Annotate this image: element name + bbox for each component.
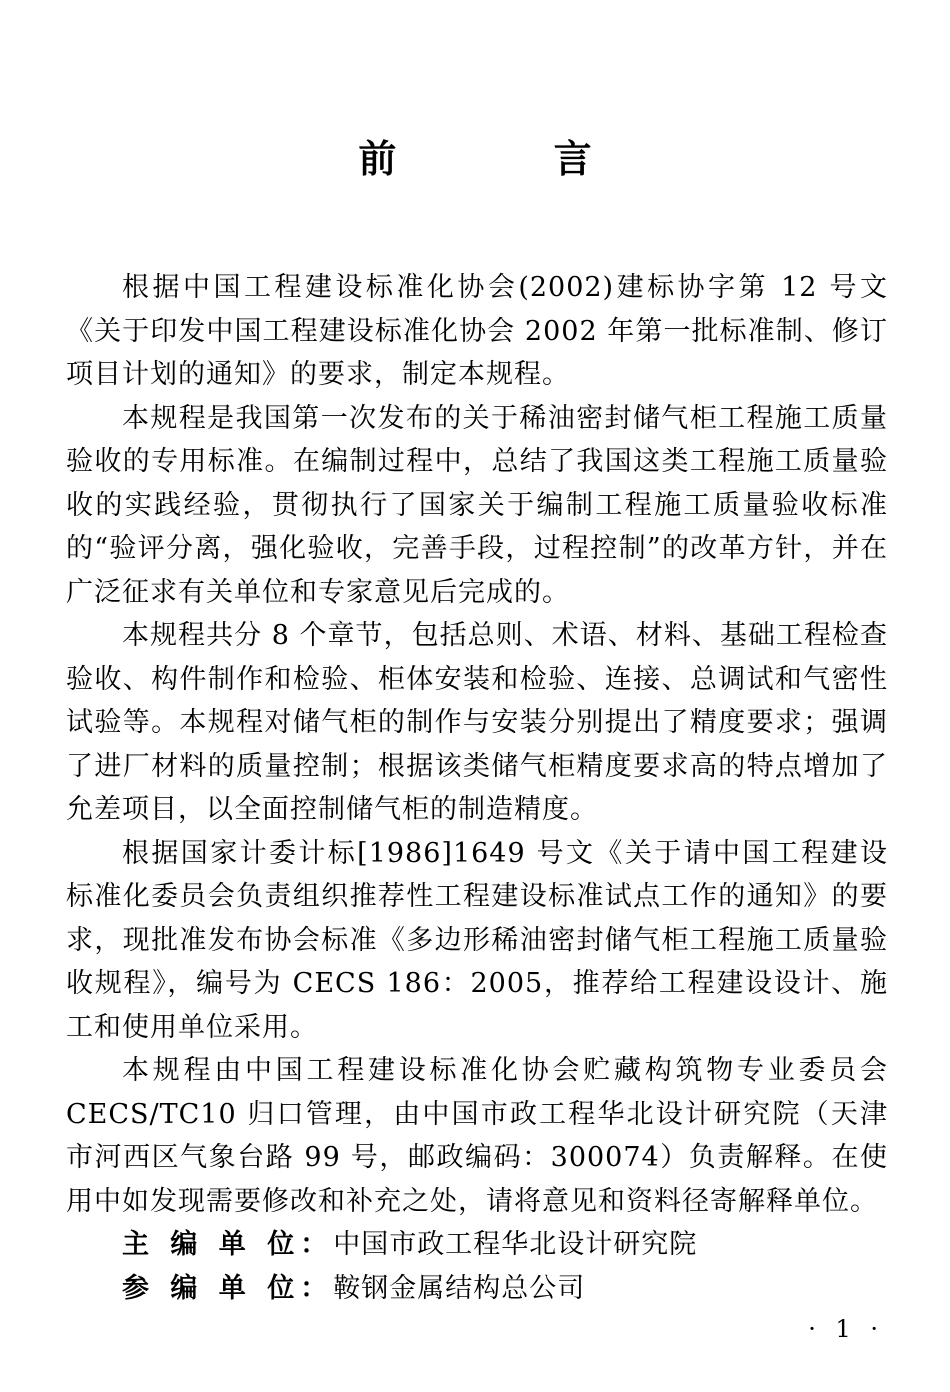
- preface-body: [66, 266, 888, 1223]
- chief-editor-value: 中国市政工程华北设计研究院: [333, 1229, 698, 1260]
- paragraph-3: 本规程共分 8 个章节，包括总则、术语、材料、基础工程检查验收、构件制作和检验、柜体安装和检验、连接、总调试和气密性试验等。本规程对储气柜的制作与安装分别提出了精度要求；强调了进厂材料的质量控制；根据该类储气柜精度要求高的特点增加了允差项目，以全面控制储气柜的制造精度。: [66, 620, 888, 825]
- paragraph-5: 本规程由中国工程建设标准化协会贮藏构筑物专业委员会 CECS/TC10 归口管理，由中国市政工程华北设计研究院（天津市河西区气象台路 99 号，邮政编码：300074）负责解释。在使用中如发现需要修改和补充之处，请将意见和资料径寄解释单位。: [66, 1055, 888, 1217]
- paragraph-2: 本规程是我国第一次发布的关于稀油密封储气柜工程施工质量验收的专用标准。在编制过程中，总结了我国这类工程施工质量验收的实践经验，贯彻执行了国家关于编制工程施工质量验收标准的“验评分离，强化验收，完善手段，过程控制”的改革方针，并在广泛征求有关单位和专家意见后完成的。: [66, 402, 888, 608]
- participant-label: 参 编 单 位：: [122, 1273, 334, 1304]
- participant-value: 鞍钢金属结构总公司: [333, 1273, 586, 1304]
- paragraph-1: 根据中国工程建设标准化协会(2002)建标协字第 12 号文《关于印发中国工程建设标准化协会 2002 年第一批标准制、修订项目计划的通知》的要求，制定本规程。: [66, 272, 888, 390]
- paragraph-4: 根据国家计委计标[1986]1649 号文《关于请中国工程建设标准化委员会负责组织推荐性工程建设标准试点工作的通知》的要求，现批准发布协会标准《多边形稀油密封储气柜工程施工质量验收规程》，编号为 CECS 186：2005，推荐给工程建设设计、施工和使用单位采用。: [66, 837, 888, 1043]
- page-number: · 1 ·: [808, 1315, 884, 1343]
- chief-editor-row: [122, 1224, 882, 1268]
- credits-block: [122, 1224, 882, 1312]
- participant-row: [122, 1268, 882, 1312]
- page-title: 前 言: [358, 137, 664, 181]
- chief-editor-label: 主 编 单 位：: [122, 1229, 334, 1260]
